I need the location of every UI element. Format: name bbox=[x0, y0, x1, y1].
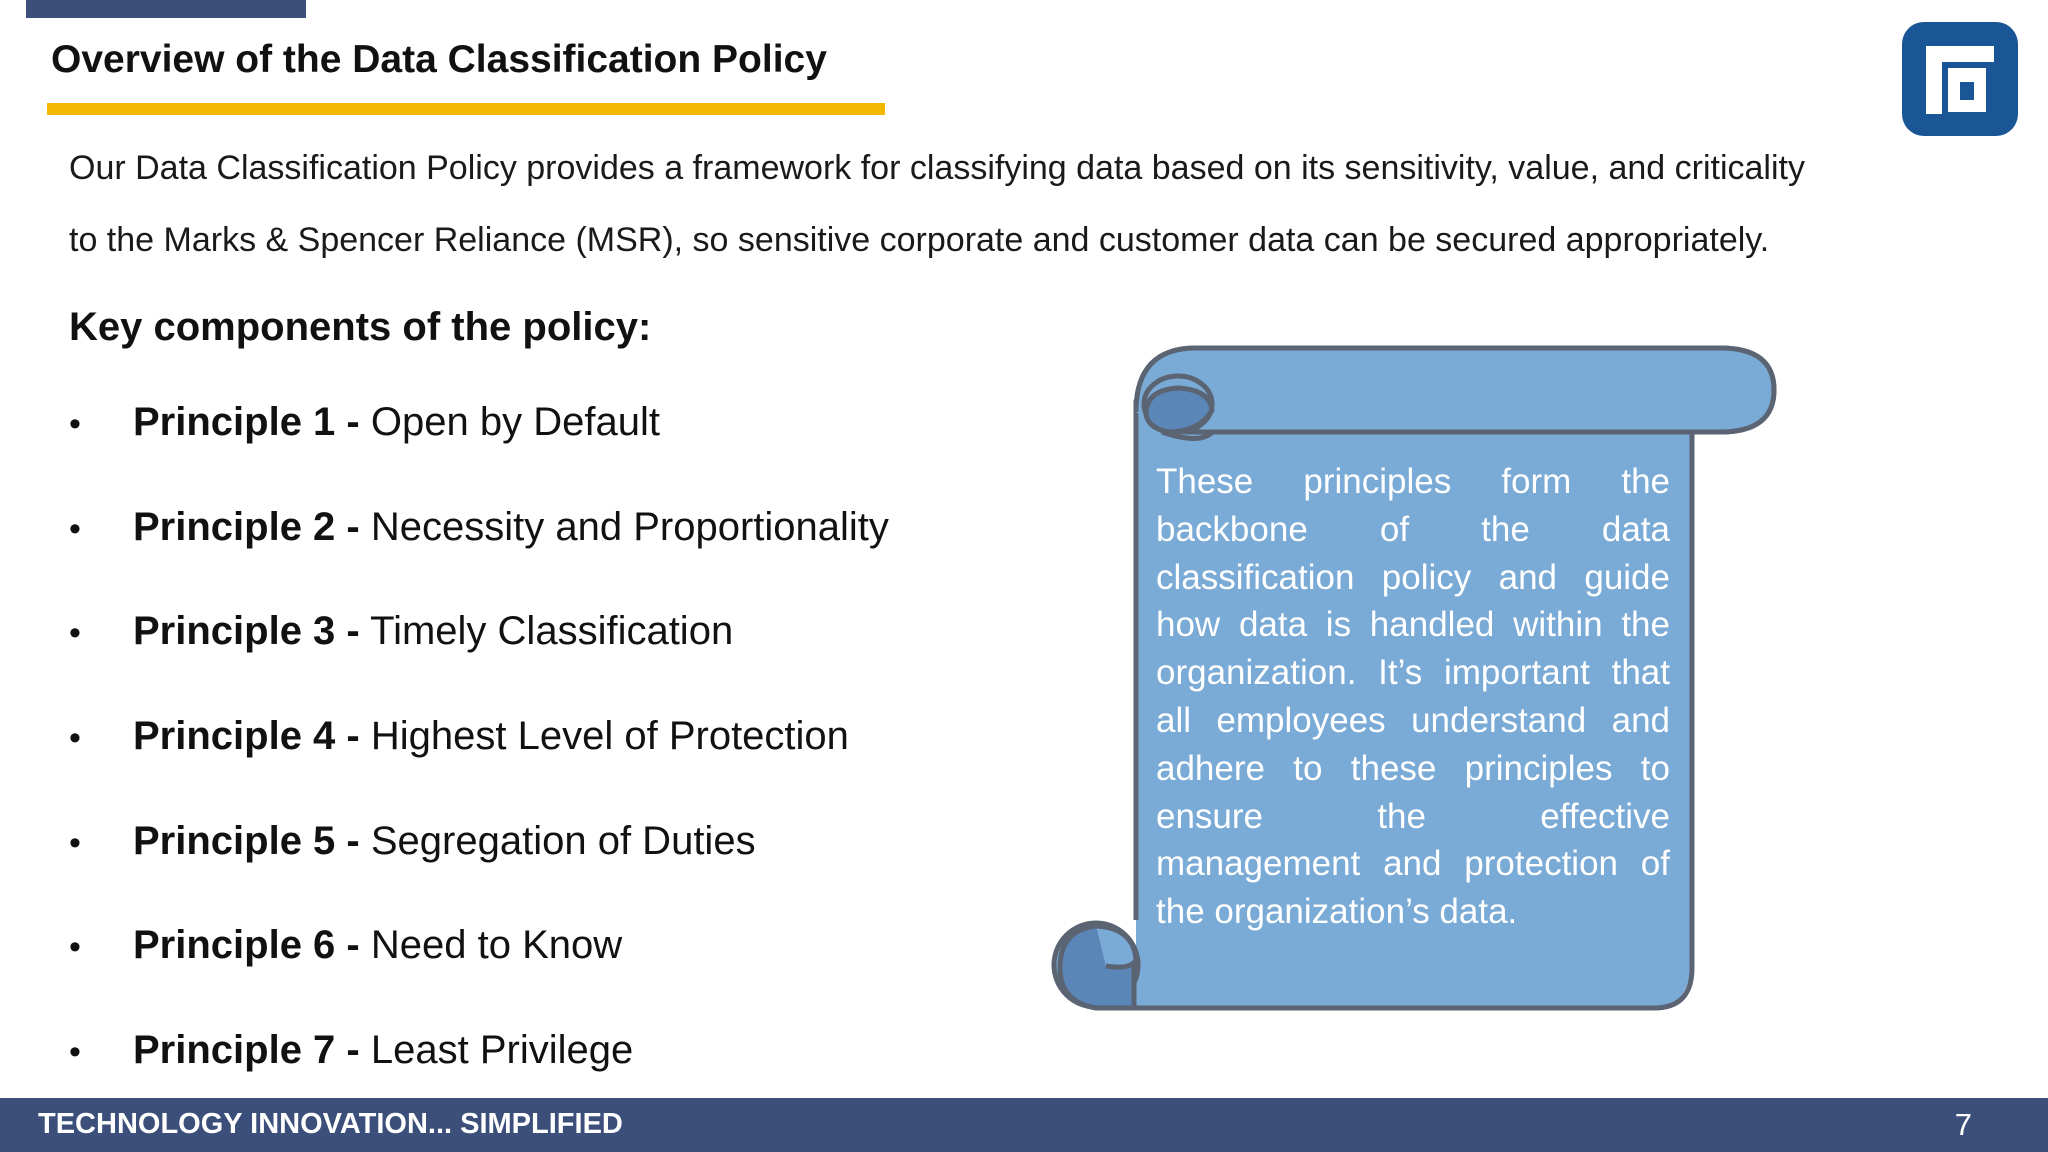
title-underline bbox=[47, 103, 885, 115]
principle-item bbox=[69, 400, 889, 505]
principle-item bbox=[69, 609, 889, 714]
principle-name: Timely Classification bbox=[370, 609, 734, 654]
principle-name: Least Privilege bbox=[370, 1028, 634, 1073]
principle-label: Principle 3 - bbox=[133, 609, 360, 654]
footer-tagline: TECHNOLOGY INNOVATION... SIMPLIFIED bbox=[38, 1108, 623, 1140]
principle-label: Principle 1 - bbox=[133, 400, 360, 444]
top-accent-bar bbox=[26, 0, 306, 18]
bullet-icon: • bbox=[69, 928, 81, 967]
intro-line-1: Our Data Classification Policy provides a framework for classifying data based on its sensitivity, value, and criticality bbox=[69, 149, 1805, 187]
intro-line-2: to the Marks & Spencer Reliance (MSR), so sensitive corporate and customer data can be secured appropriately. bbox=[69, 221, 1770, 259]
principle-item bbox=[69, 819, 889, 924]
callout-text: These principles form the backbone of the data classification policy and guide how data is handled within the organization. It’s important that all employees understand and adhere to these principles to ensure the effective management and protection of the organization’s data. bbox=[1156, 462, 1670, 932]
principle-item bbox=[69, 505, 889, 610]
slide-title: Overview of the Data Classification Policy bbox=[51, 38, 827, 81]
bullet-icon: • bbox=[69, 1033, 81, 1072]
principle-label: Principle 4 - bbox=[133, 714, 360, 759]
principle-item bbox=[69, 923, 889, 1028]
principles-list bbox=[69, 400, 889, 1133]
footer-bar bbox=[0, 1098, 2048, 1152]
company-logo-icon bbox=[1900, 20, 2020, 138]
principle-label: Principle 5 - bbox=[133, 818, 360, 863]
bullet-icon: • bbox=[69, 405, 81, 443]
principle-name: Highest Level of Protection bbox=[370, 714, 849, 759]
bullet-icon: • bbox=[69, 614, 81, 653]
principle-label: Principle 7 - bbox=[133, 1028, 360, 1073]
principle-name: Open by Default bbox=[370, 400, 660, 444]
principle-label: Principle 6 - bbox=[133, 923, 360, 968]
bullet-icon: • bbox=[69, 823, 81, 862]
intro-paragraph bbox=[69, 132, 1969, 276]
principle-item bbox=[69, 714, 889, 819]
bullet-icon: • bbox=[69, 509, 81, 548]
page-number: 7 bbox=[1954, 1107, 1972, 1142]
key-components-heading: Key components of the policy: bbox=[69, 305, 652, 349]
principle-name: Segregation of Duties bbox=[370, 818, 756, 863]
principle-name: Necessity and Proportionality bbox=[370, 504, 889, 549]
principle-label: Principle 2 - bbox=[133, 504, 360, 549]
bullet-icon: • bbox=[69, 719, 81, 758]
principle-name: Need to Know bbox=[370, 923, 623, 968]
scroll-callout bbox=[1050, 340, 1780, 1015]
